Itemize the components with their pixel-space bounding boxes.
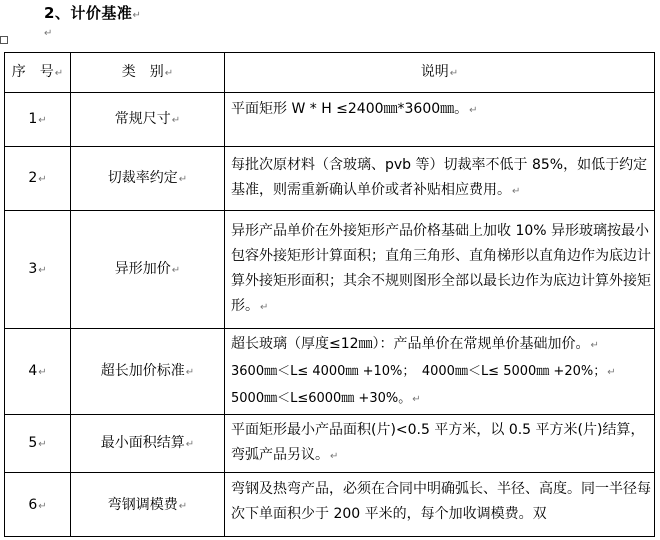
row-desc: 异形产品单价在外接矩形产品价格基础上加收 10% 异形玻璃按最小包容外接矩形计算面积；直角三角形、直角梯形以直角边作为底边计算外接矩形面积；其余不规则图形全部以最长边作为底边计算外接矩形。↵ bbox=[225, 211, 655, 329]
table-row bbox=[5, 93, 655, 147]
table-row bbox=[5, 147, 655, 211]
row-category: 弯钢调模费↵ bbox=[71, 473, 225, 537]
row-category: 超长加价标准↵ bbox=[71, 329, 225, 415]
desc-line: 3600㎜＜L≤ 4000㎜ +10%； 4000㎜＜L≤ 5000㎜ +20%；↵ bbox=[231, 363, 616, 379]
row-no: 5↵ bbox=[5, 415, 71, 473]
table-row bbox=[5, 415, 655, 473]
row-desc: 平面矩形 W * H ≤2400㎜*3600㎜。↵ bbox=[225, 93, 655, 147]
table-row bbox=[5, 329, 655, 415]
row-category: 异形加价↵ bbox=[71, 211, 225, 329]
row-no: 6↵ bbox=[5, 473, 71, 537]
row-no: 3↵ bbox=[5, 211, 71, 329]
header-desc: 说明↵ bbox=[225, 53, 655, 93]
header-no: 序 号↵ bbox=[5, 53, 71, 93]
row-no: 2↵ bbox=[5, 147, 71, 211]
row-desc bbox=[225, 329, 655, 415]
row-desc: 每批次原材料（含玻璃、pvb 等）切裁率不低于 85%，如低于约定基准，则需重新确认单价或者补贴相应费用。↵ bbox=[225, 147, 655, 211]
table-row bbox=[5, 473, 655, 537]
pricing-table bbox=[4, 52, 655, 537]
row-no: 4↵ bbox=[5, 329, 71, 415]
table-header-row bbox=[5, 53, 655, 93]
table-row bbox=[5, 211, 655, 329]
desc-line: 5000㎜＜L≤6000㎜ +30%。↵ bbox=[231, 390, 421, 406]
row-category: 切裁率约定↵ bbox=[71, 147, 225, 211]
row-desc: 弯钢及热弯产品，必须在合同中明确弧长、半径、高度。同一半径每次下单面积少于 200 平米的，每个加收调模费。双 bbox=[225, 473, 655, 537]
desc-line: 超长玻璃（厚度≤12㎜）：产品单价在常规单价基础加价。↵ bbox=[231, 335, 599, 352]
header-category: 类 别↵ bbox=[71, 53, 225, 93]
table-anchor-icon bbox=[0, 36, 8, 44]
row-category: 最小面积结算↵ bbox=[71, 415, 225, 473]
row-desc: 平面矩形最小产品面积(片)<0.5 平方米，以 0.5 平方米(片)结算，弯弧产品另议。↵ bbox=[225, 415, 655, 473]
section-heading: 2、计价基准↵ bbox=[44, 4, 142, 22]
row-no: 1↵ bbox=[5, 93, 71, 147]
row-category: 常规尺寸↵ bbox=[71, 93, 225, 147]
paragraph-mark: ↵ bbox=[44, 28, 53, 39]
